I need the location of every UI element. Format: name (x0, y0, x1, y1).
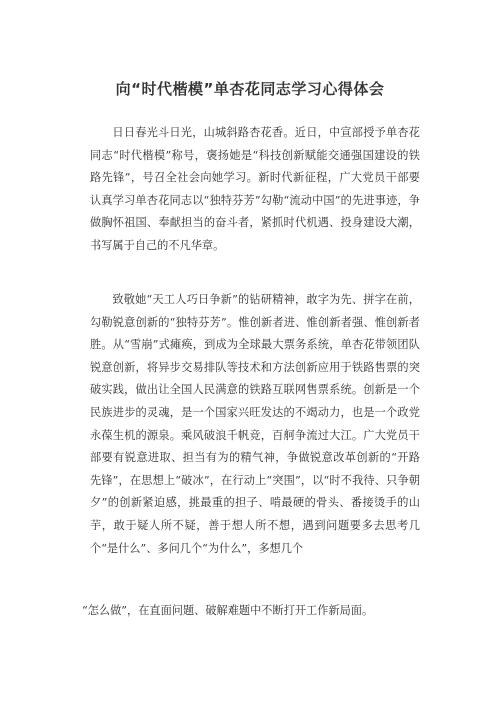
paragraph-2: 致敬她“天工人巧日争新”的钻研精神，敢字为先、拼字在前，勾勒锐意创新的“独特芬芳”。惟创新者进、惟创新者强、惟创新者胜。从“雪崩”式瘫痪，到成为全球最大票务系统，单杏花带领团队锐意创新，将异步交易排队等技术和方法创新应用于铁路售票的突破实践，做出让全国人民满意的铁路互联网售票系统。创新是一个民族进步的灵魂，是一个国家兴旺发达的不竭动力，也是一个政党永葆生机的源泉。乘风破浪千帆竞，百舸争流过大江。广大党员干部要有锐意进取、担当有为的精气神，争做锐意改革创新的“开路先锋”，在思想上“破冰”，在行动上“突围”，以“时不我待、只争朝夕”的创新紧迫感，挑最重的担子、啃最硬的骨头、番接烫手的山芋，敢于疑人所不疑，善于想人所不想，遇到问题要多去思考几个“是什么”、多问几个“为什么”，多想几个 (90, 293, 420, 555)
paragraph-1: 日日春光斗日光，山城斜路杏花香。近日，中宣部授予单杏花同志“时代楷模”称号，褒扬她是“科技创新赋能交通强国建设的铁路先锋”，号召全社会向她学习。新时代新征程，广大党员干部要认真学习单杏花同志以“独特芬芳”勾勒“流动中国”的先进事迹，争做胸怀祖国、奉献担当的奋斗者，紧抓时代机遇、投身建设大潮，书写属于自己的不凡华章。 (90, 126, 420, 252)
paragraph-3: “怎么做”，在直面问题、破解难题中不断打开工作新局面。 (82, 604, 374, 617)
document-title: 向“时代楷模”单杏花同志学习心得体会 (115, 80, 385, 98)
